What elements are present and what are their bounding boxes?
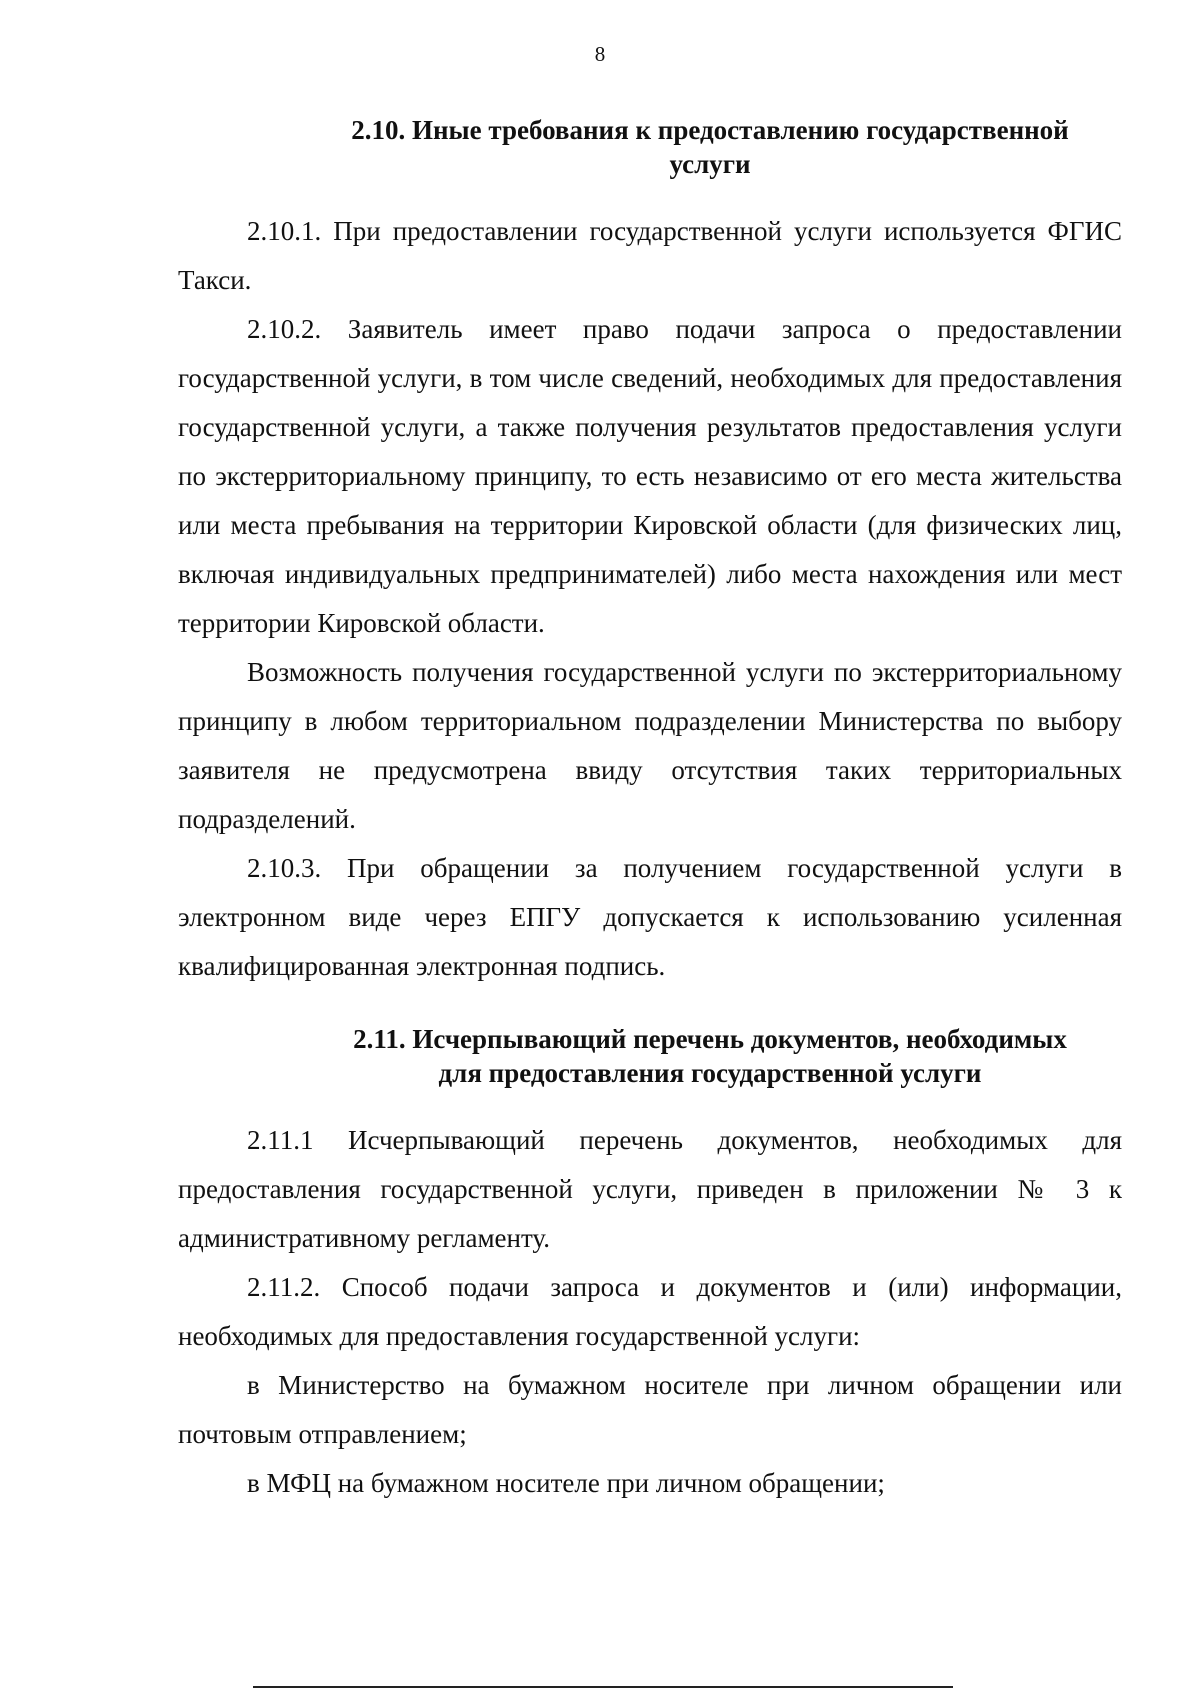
section-heading-2-10: [298, 113, 1122, 181]
bottom-rule: [253, 1686, 953, 1688]
heading-line: для предоставления государственной услуги: [438, 1058, 982, 1088]
paragraph-2-10-1: 2.10.1. При предоставлении государственной услуги используется ФГИС Такси.: [178, 216, 1122, 295]
paragraph-2-10-2: 2.10.2. Заявитель имеет право подачи запроса о предоставлении государственной услуги, в том числе сведений, необходимых для предоставления государственной услуги, а также получения результатов предоставления услуги по экстерриториальному принципу, то есть независимо от его места жительства или места пребывания на территории Кировской области (для физических лиц, включая индивидуальных предпринимателей) либо места нахождения или мест территории Кировской области.: [178, 314, 1122, 638]
section-heading-2-11: [298, 1022, 1122, 1090]
page-number: 8: [594, 42, 606, 66]
paragraph-2-10-3: 2.10.3. При обращении за получением государственной услуги в электронном виде через ЕПГУ допускается к использованию усиленная квалифицированная электронная подпись.: [178, 853, 1122, 981]
paragraph-ministry-submission: в Министерство на бумажном носителе при личном обращении или почтовым отправлением;: [178, 1370, 1122, 1449]
paragraph-extraterritorial: Возможность получения государственной услуги по экстерриториальному принципу в любом территориальном подразделении Министерства по выбору заявителя не предусмотрена ввиду отсутствия таких территориальных подразделений.: [178, 657, 1122, 834]
heading-line: услуги: [669, 149, 751, 179]
paragraph-2-11-1: 2.11.1 Исчерпывающий перечень документов, необходимых для предоставления государственной услуги, приведен в приложении № 3 к административному регламенту.: [178, 1125, 1122, 1253]
heading-line: 2.11. Исчерпывающий перечень документов, необходимых: [353, 1024, 1067, 1054]
paragraph-mfc-submission: в МФЦ на бумажном носителе при личном обращении;: [247, 1468, 885, 1498]
document-body: [178, 113, 1122, 1508]
paragraph-2-11-2: 2.11.2. Способ подачи запроса и документов и (или) информации, необходимых для предоставления государственной услуги:: [178, 1272, 1122, 1351]
heading-line: 2.10. Иные требования к предоставлению государственной: [351, 115, 1069, 145]
